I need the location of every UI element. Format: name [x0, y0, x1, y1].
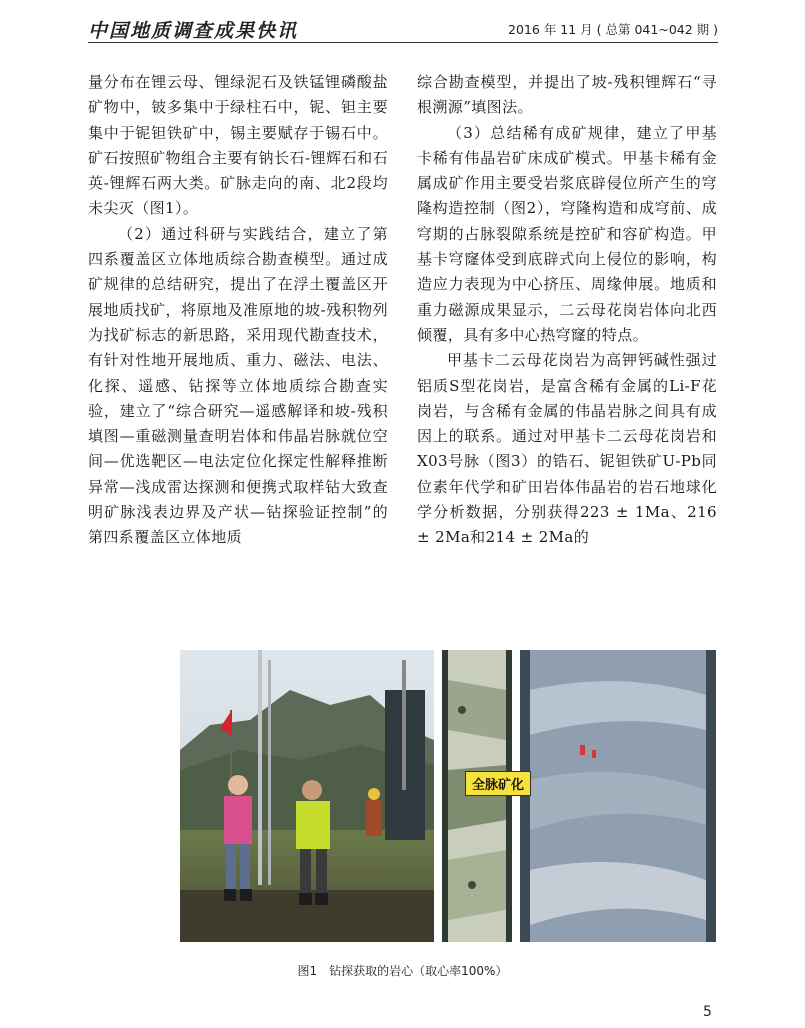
- left-column: [88, 70, 388, 551]
- paragraph: 甲基卡二云母花岗岩为高钾钙碱性强过铝质S型花岗岩，是富含稀有金属的Li-F花岗岩，与含稀有金属的伟晶岩脉之间具有成因上的联系。通过对甲基卡二云母花岗岩和X03号脉（图3）的锆石、铌钽铁矿U-Pb同位素年代学和矿田岩体伟晶岩的岩石地球化学分析数据，分别获得223 ± 1Ma、216 ± 2Ma和214 ± 2Ma的: [417, 351, 717, 547]
- core-sample-1-photo: [442, 650, 512, 942]
- figure-caption: 图1 钻探获取的岩心（取心率100%）: [297, 964, 508, 978]
- paragraph: 量分布在锂云母、锂绿泥石及铁锰锂磷酸盐矿物中，铍多集中于绿柱石中，铌、钽主要集中于铌钽铁矿中，锡主要赋存于锡石中。矿石按照矿物组合主要有钠长石-锂辉石和石英-锂辉石两大类。矿脉走向的南、北2段均未尖灭（图1）。: [88, 73, 388, 218]
- figure-1: [180, 650, 716, 942]
- journal-title: 中国地质调查成果快讯: [88, 20, 299, 42]
- paragraph: 综合勘查模型，并提出了坡-残积锂辉石“寻根溯源”填图法。: [417, 73, 717, 117]
- paragraph: （2）通过科研与实践结合，建立了第四系覆盖区立体地质综合勘查模型。通过成矿规律的总结研究，提出了在浮土覆盖区开展地质找矿，将原地及准原地的坡-残积物列为找矿标志的新思路，采用现代勘查技术，有针对性地开展地质、重力、磁法、电法、化探、遥感、钻探等立体地质综合勘查实验，建立了“综合研究—遥感解译和坡-残积填图—重磁测量查明岩体和伟晶岩脉就位空间—优选靶区—电法定位化探定性解释推断异常—浅成雷达探测和便携式取样钻大致查明矿脉浅表边界及产状—钻探验证控制”的第四系覆盖区立体地质: [88, 224, 388, 547]
- right-column: [417, 70, 717, 551]
- mineralization-label: 全脉矿化: [465, 771, 531, 796]
- paragraph: （3）总结稀有成矿规律，建立了甲基卡稀有伟晶岩矿床成矿模式。甲基卡稀有金属成矿作用主要受岩浆底辟侵位所产生的穹隆构造控制（图2），穹隆构造和成穹前、成穹期的占脉裂隙系统是控矿和容矿构造。甲基卡穹窿体受到底辟式向上侵位的影响，构造应力表现为中心挤压、周缘伸展。地质和重力磁源成果显示，二云母花岗岩体向北西倾覆，具有多中心热穹窿的特点。: [417, 123, 717, 344]
- drilling-site-photo: [180, 650, 434, 942]
- page-number: 5: [703, 1004, 712, 1020]
- core-sample-2-photo: [520, 650, 716, 942]
- page-header: [88, 14, 718, 43]
- issue-info: 2016 年 11 月 ( 总第 041~042 期 ): [508, 22, 718, 37]
